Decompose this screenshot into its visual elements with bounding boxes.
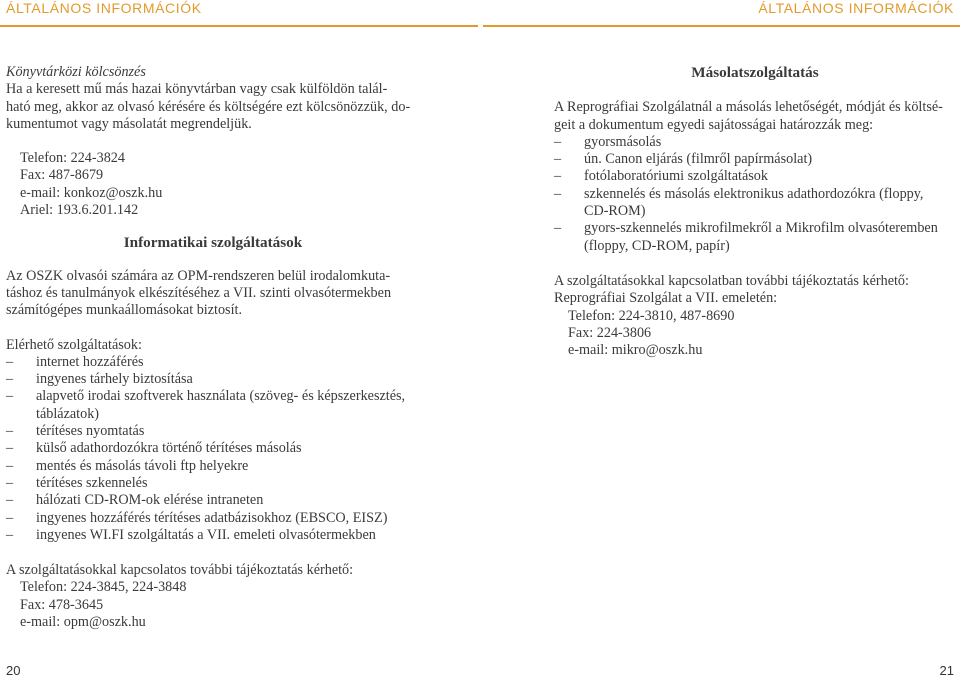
dash-bullet: – [6,353,14,370]
running-header-right: ÁLTALÁNOS INFORMÁCIÓK [758,0,954,16]
right-contact-place: Reprográfiai Szolgálat a VII. emeletén: [554,290,778,307]
right-contact-intro: A szolgáltatásokkal kapcsolatban további tájékoztatás kérhető: [554,272,909,289]
list-item: – internet hozzáférés [6,353,144,370]
it-services-text: Az OSZK olvasói számára az OPM-rendszeren belül irodalomkuta- táshoz és tanulmányok elkészítéséhez a VII. szinti olvasótermekben számítógépes munkaállomásokat biztosít. [6,267,392,319]
list-item: – fotólaboratóriumi szolgáltatások [554,168,768,185]
list-item: – mentés és másolás távoli ftp helyekre [6,457,249,474]
list-item: – gyorsmásolás [554,133,662,150]
dash-bullet: – [554,133,562,150]
copy-service-heading: Másolatszolgáltatás [691,64,819,81]
header-rule-right [483,25,960,27]
dash-bullet: – [6,474,14,491]
dash-bullet: – [6,423,14,440]
header-rule-left [0,25,478,27]
dash-bullet: – [6,371,14,388]
running-header-left: ÁLTALÁNOS INFORMÁCIÓK [6,0,202,16]
right-page-column [554,64,956,359]
ill-title: Könyvtárközi kölcsönzés [6,64,146,80]
dash-bullet: – [6,526,14,543]
left-page-column [6,64,420,631]
dash-bullet: – [554,185,562,202]
page-number-right: 21 [939,663,954,678]
services-list [6,354,420,544]
ill-fax: Fax: 487-8679 [20,167,104,184]
left-contact-intro: A szolgáltatásokkal kapcsolatos további tájékoztatás kérhető: [6,562,354,579]
right-contact-phone: Telefon: 224-3810, 487-8690 [568,307,735,324]
list-item: – hálózati CD-ROM-ok elérése intraneten [6,492,264,509]
dash-bullet: – [554,220,562,237]
list-item: – gyors-szkennelés mikrofilmekről a Mikrofilm olvasóteremben (floppy, CD-ROM, papír) [554,220,938,254]
left-contact-email: e-mail: opm@oszk.hu [20,614,146,631]
dash-bullet: – [6,492,14,509]
list-item: – alapvető irodai szoftverek használata (szöveg- és képszerkesztés, táblázatok) [6,388,406,422]
ill-ariel: Ariel: 193.6.201.142 [20,202,139,219]
list-item: – szkennelés és másolás elektronikus adathordozókra (floppy, CD-ROM) [554,185,924,220]
dash-bullet: – [554,168,562,185]
dash-bullet: – [554,151,562,168]
list-item: – ingyenes WI.FI szolgáltatás a VII. emeleti olvasótermekben [6,526,376,543]
dash-bullet: – [6,509,14,526]
services-label: Elérhető szolgáltatások: [6,336,142,353]
ill-email: e-mail: konkoz@oszk.hu [20,184,163,201]
left-contact-phone: Telefon: 224-3845, 224-3848 [20,579,187,596]
left-contact-fax: Fax: 478-3645 [20,596,104,613]
list-item: – térítéses szkennelés [6,474,148,491]
dash-bullet: – [6,440,14,457]
list-item: – ingyenes hozzáférés térítéses adatbázisokhoz (EBSCO, EISZ) [6,509,388,526]
list-item: – ún. Canon eljárás (filmről papírmásolat) [554,151,813,168]
ill-phone: Telefon: 224-3824 [20,150,125,167]
copy-service-list [554,134,956,255]
list-item: – külső adathordozókra történő térítéses másolás [6,440,302,457]
right-contact-fax: Fax: 224-3806 [568,324,652,341]
right-contact-email: e-mail: mikro@oszk.hu [568,342,703,359]
page-number-left: 20 [6,663,21,678]
copy-service-intro: A Reprográfiai Szolgálatnál a másolás lehetőségét, módját és költsé- geit a dokumentum egyedi sajátosságai határozzák meg: [554,99,943,133]
list-item: – térítéses nyomtatás [6,423,145,440]
list-item: – ingyenes tárhely biztosítása [6,371,193,388]
dash-bullet: – [6,457,14,474]
ill-text: Ha a keresett mű más hazai könyvtárban vagy csak külföldön talál- ható meg, akkor az olvasó kérésére és költségére ezt kölcsönözzük, do- kumentumot vagy másolatát megrendeljük. [6,81,411,132]
dash-bullet: – [6,388,14,405]
it-services-heading: Informatikai szolgáltatások [123,234,303,252]
